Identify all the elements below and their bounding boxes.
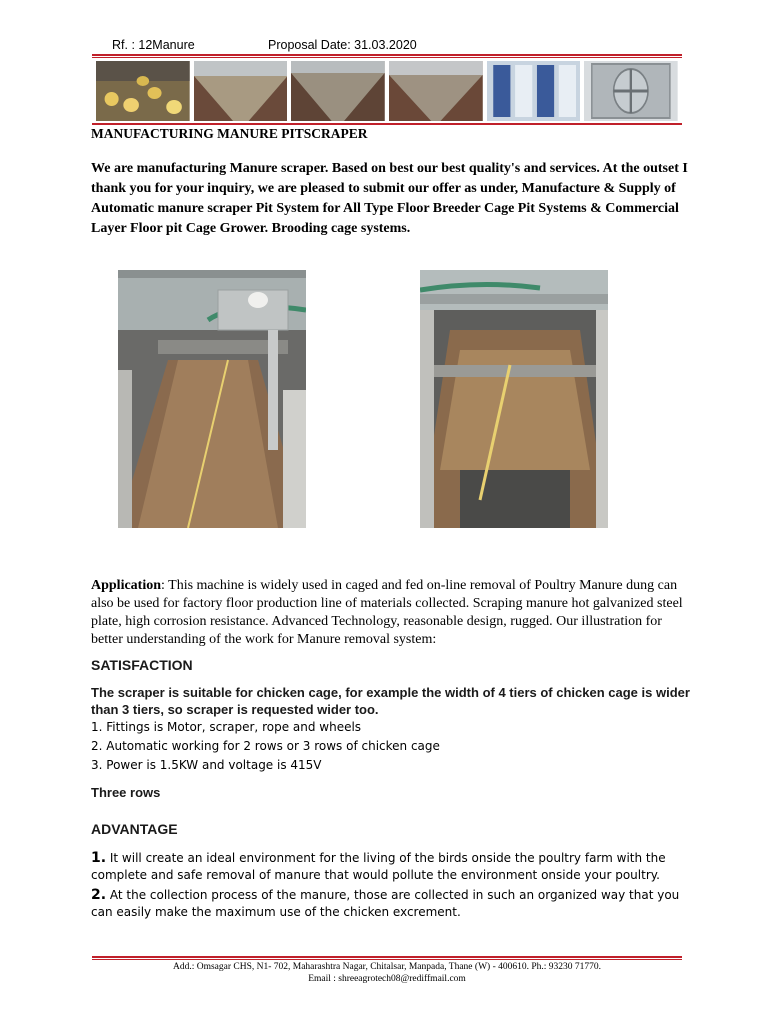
footer-email: Email : shreeagrotech08@rediffmail.com [308,974,466,984]
satisfaction-heading: SATISFACTION [91,657,193,673]
footer-rule-thin [92,959,682,960]
footer-rule-top [92,956,682,958]
advantage-item-2-number: 2. [91,887,107,903]
footer-address: Add.: Omsagar CHS, N1- 702, Maharashtra Nagar, Chitalsar, Manpada, Thane (W) - 400610. Ph.: 93230 71770. [172,962,602,972]
header-photo-strip [96,61,678,121]
application-paragraph [91,577,696,649]
reference-number: Rf. : 12Manure [112,38,195,52]
header-rule-top [92,54,682,56]
header-rule-bottom [92,123,682,125]
three-rows-label: Three rows [91,785,161,800]
application-text: : This machine is widely used in caged and fed on-line removal of Poultry Manure dung can also be used for factory floor production line of materials collected. Scraping manure hot galvanized steel plate, high corrosion resistance. Advanced Technology, reasonable design, rugged. Our illustration for better understanding of the work for Manure removal system: [91,578,683,647]
advantage-item-2 [91,887,691,921]
chicks-photo [96,61,190,121]
scraper-pit-photo-left [118,270,306,528]
satisfaction-item-2: 2. Automatic working for 2 rows or 3 rows of chicken cage [91,739,440,753]
satisfaction-bold-text: The scraper is suitable for chicken cage, for example the width of 4 tiers of chicken cage is wider than 3 tiers, so scraper is requested wider too. [91,685,690,717]
satisfaction-item-3: 3. Power is 1.5KW and voltage is 415V [91,758,322,772]
cage-rows-photo-2 [291,61,385,121]
advantage-item-1-number: 1. [91,850,107,866]
advantage-item-1 [91,850,691,884]
cage-rows-photo-1 [194,61,288,121]
intro-paragraph: We are manufacturing Manure scraper. Based on best our best quality's and services. At the outset I thank you for your inquiry, we are pleased to submit our offer as under, Manufacture & Supply of Automatic manure scraper Pit System for All Type Floor Breeder Cage Pit Systems & Commercial Layer Floor pit Cage Grower. Brooding cage systems. [91,161,688,236]
egg-trays-photo [487,61,581,121]
proposal-date: Proposal Date: 31.03.2020 [268,38,417,52]
scraper-pit-photo-right [420,270,608,528]
advantage-item-2-text: At the collection process of the manure, those are collected in such an organized way that you can easily make the maximum use of the chicken excrement. [91,888,680,919]
application-label: Application [91,578,162,593]
advantage-heading: ADVANTAGE [91,821,178,837]
header-rule-top-thin [92,57,682,58]
exhaust-fan-photo [584,61,678,121]
document-title: MANUFACTURING MANURE PITSCRAPER [91,126,368,141]
cage-rows-photo-3 [389,61,483,121]
satisfaction-item-1: 1. Fittings is Motor, scraper, rope and wheels [91,720,362,734]
advantage-item-1-text: It will create an ideal environment for the living of the birds onside the poultry farm with the complete and safe removal of manure that would pollute the environment onside your poultry. [91,851,666,882]
